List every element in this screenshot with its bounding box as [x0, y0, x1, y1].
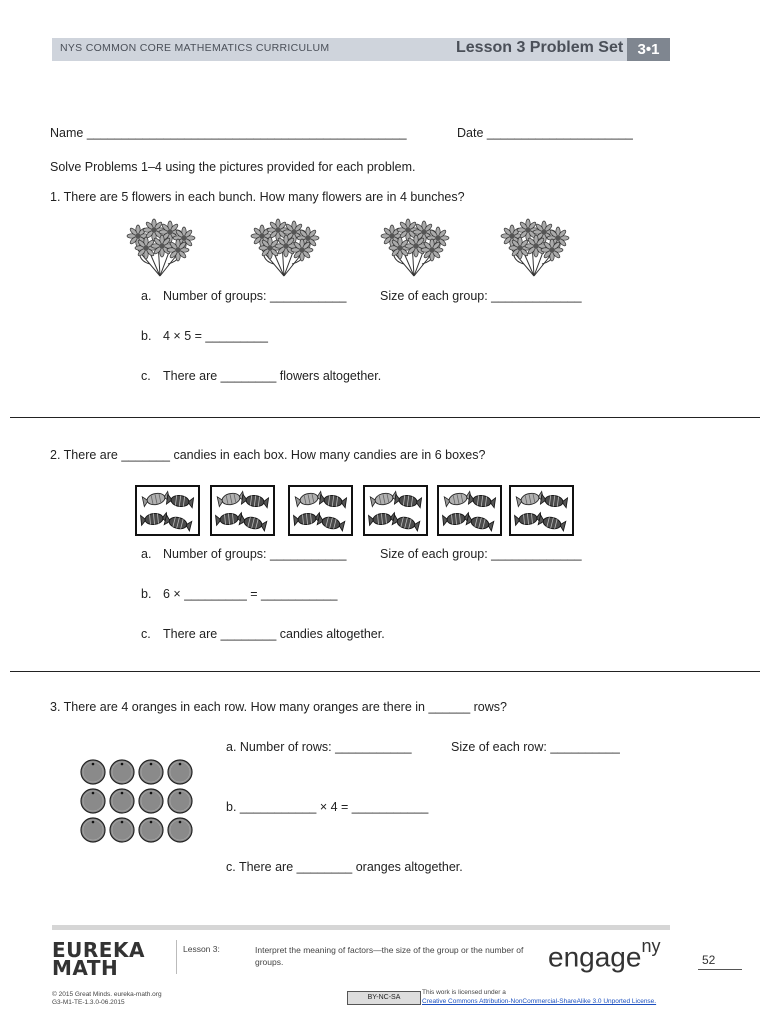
- engage-sup: ny: [641, 936, 661, 956]
- problem1-b-label: b.: [141, 329, 152, 343]
- license-link[interactable]: Creative Commons Attribution-NonCommercial-ShareAlike 3.0 Unported License.: [422, 998, 657, 1005]
- problem2-total-answer[interactable]: There are ________ candies altogether.: [163, 627, 385, 641]
- orange-array-drawing: [78, 757, 198, 847]
- divider-2: [10, 671, 760, 672]
- logo-line-1: EUREKA: [52, 938, 145, 962]
- problem1-equation-answer[interactable]: 4 × 5 = _________: [163, 329, 268, 343]
- module-badge: 3•1: [627, 38, 670, 61]
- copyright: © 2015 Great Minds. eureka-math.org: [52, 991, 162, 998]
- problem1-groups-answer[interactable]: Number of groups: ___________: [163, 289, 347, 303]
- footer-bar: [52, 925, 670, 930]
- engageny-logo: [548, 936, 661, 973]
- problem2-a-label: a.: [141, 547, 152, 561]
- date-field[interactable]: Date _____________________: [457, 126, 633, 140]
- candy-boxes: [133, 484, 578, 538]
- name-field[interactable]: Name ______________________________________________: [50, 126, 407, 140]
- problem3-rows-answer[interactable]: a. Number of rows: ___________: [226, 740, 412, 754]
- license-text: This work is licensed under a: [422, 989, 506, 996]
- problem1-a-label: a.: [141, 289, 152, 303]
- logo-line-2: MATH: [52, 956, 119, 980]
- curriculum-title: NYS COMMON CORE MATHEMATICS CURRICULUM: [60, 42, 330, 54]
- divider-1: [10, 417, 760, 418]
- footer-separator: [176, 940, 177, 974]
- problem2-equation-answer[interactable]: 6 × _________ = ___________: [163, 587, 338, 601]
- lesson-title: Lesson 3 Problem Set: [456, 39, 624, 56]
- problem2-question: 2. There are _______ candies in each box. How many candies are in 6 boxes?: [50, 448, 486, 462]
- page-number-underline: [698, 969, 742, 970]
- problem2-c-label: c.: [141, 627, 151, 641]
- problem1-size-answer[interactable]: Size of each group: _____________: [380, 289, 582, 303]
- instructions: Solve Problems 1–4 using the pictures provided for each problem.: [50, 160, 416, 174]
- flower-bunches-drawing: [120, 214, 590, 280]
- engage-text: engage: [548, 941, 642, 973]
- page-number: 52: [702, 953, 716, 967]
- problem1-question: 1. There are 5 flowers in each bunch. How many flowers are in 4 bunches?: [50, 190, 465, 204]
- orange-array: [78, 757, 198, 847]
- footer-lesson-label: Lesson 3:: [183, 944, 220, 954]
- problem3-question: 3. There are 4 oranges in each row. How many oranges are there in ______ rows?: [50, 700, 507, 714]
- document-code: G3-M1-TE-1.3.0-06.2015: [52, 999, 125, 1006]
- problem3-total-answer[interactable]: c. There are ________ oranges altogether.: [226, 860, 463, 874]
- problem1-c-label: c.: [141, 369, 151, 383]
- problem2-groups-answer[interactable]: Number of groups: ___________: [163, 547, 347, 561]
- problem3-equation-answer[interactable]: b. ___________ × 4 = ___________: [226, 800, 429, 814]
- footer-description: Interpret the meaning of factors—the size of the group or the number of groups.: [255, 945, 524, 967]
- problem2-b-label: b.: [141, 587, 152, 601]
- problem2-size-answer[interactable]: Size of each group: _____________: [380, 547, 582, 561]
- candy-boxes-drawing: [133, 484, 578, 538]
- problem3-size-answer[interactable]: Size of each row: __________: [451, 740, 620, 754]
- flower-bunches: [120, 214, 590, 280]
- cc-license-badge[interactable]: BY-NC-SA: [347, 991, 421, 1005]
- eureka-math-logo: [52, 938, 145, 980]
- problem1-total-answer[interactable]: There are ________ flowers altogether.: [163, 369, 382, 383]
